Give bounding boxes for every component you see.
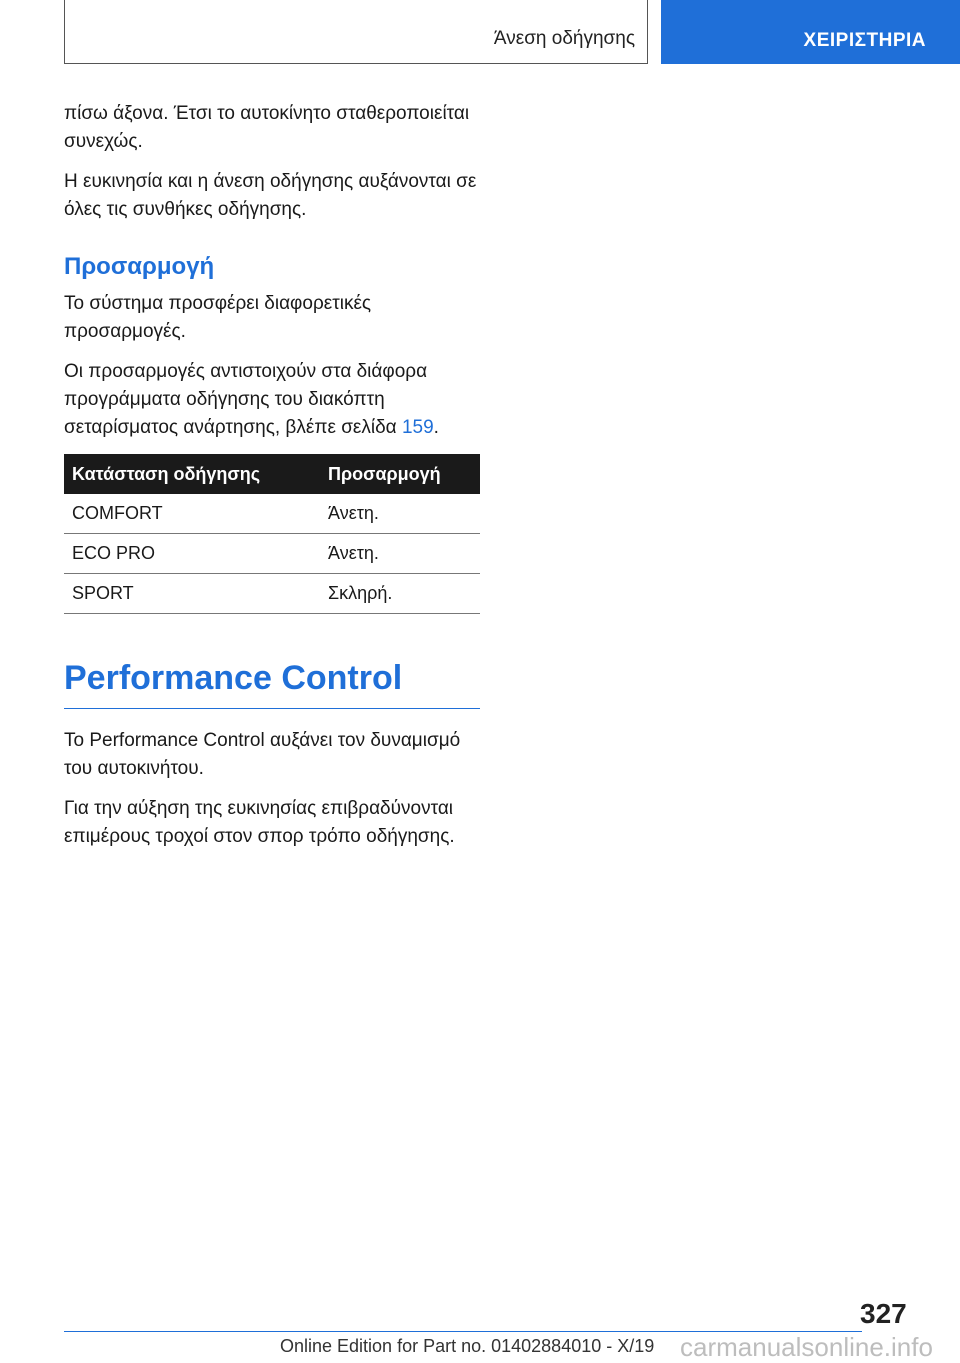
header-chapter-title: ΧΕΙΡΙΣΤΗΡΙΑ [803, 30, 926, 51]
table-row [64, 574, 480, 614]
table-cell-mode: SPORT [64, 574, 320, 614]
adjustment-paragraph-1: Το σύστημα προσφέρει διαφορετικές προσαρμογές. [64, 293, 372, 342]
page-content [64, 100, 480, 863]
performance-paragraph-1: Το Performance Control αυξάνει τον δυναμισμό του αυτοκινήτου. [64, 730, 461, 779]
driving-mode-table [64, 454, 480, 614]
intro-paragraph-2: Η ευκινησία και η άνεση οδήγησης αυξάνονται σε όλες τις συνθήκες οδήγησης. [64, 171, 477, 220]
header-chapter-tab [661, 0, 960, 64]
table-cell-mode: ECO PRO [64, 534, 320, 574]
page-number: 327 [860, 1298, 907, 1329]
page-reference-link[interactable]: 159 [401, 417, 434, 438]
adjustment-paragraph-2-text: Οι προσαρμογές αντιστοιχούν στα διάφορα προγράμματα οδήγησης του διακόπτη σεταρίσματος ανάρτησης, βλέπε σελίδα [64, 361, 428, 438]
table-cell-adjustment: Άνετη. [320, 534, 480, 574]
adjustment-heading: Προσαρμογή [64, 253, 215, 280]
table-cell-adjustment: Σκληρή. [320, 574, 480, 614]
performance-control-heading: Performance Control [64, 658, 480, 709]
header-section-box [64, 0, 648, 64]
table-cell-mode: COMFORT [64, 494, 320, 534]
table-row [64, 534, 480, 574]
table-cell-adjustment: Άνετη. [320, 494, 480, 534]
table-row [64, 494, 480, 534]
adjustment-paragraph-2-end: . [433, 417, 439, 438]
intro-paragraph-1: πίσω άξονα. Έτσι το αυτοκίνητο σταθεροποιείται συνεχώς. [64, 103, 470, 152]
table-header-row [64, 454, 480, 494]
performance-paragraph-2: Για την αύξηση της ευκινησίας επιβραδύνονται επιμέρους τροχοί στον σπορ τρόπο οδήγησης. [64, 798, 455, 847]
table-header-adjustment: Προσαρμογή [320, 454, 480, 494]
header-section-title: Άνεση οδήγησης [493, 28, 635, 49]
watermark-text: carmanualsonline.info [680, 1332, 933, 1362]
footer-edition-text: Online Edition for Part no. 01402884010 - X/19 [280, 1336, 655, 1356]
table-header-mode: Κατάσταση οδήγησης [64, 454, 320, 494]
adjustment-paragraph-2 [64, 358, 480, 442]
